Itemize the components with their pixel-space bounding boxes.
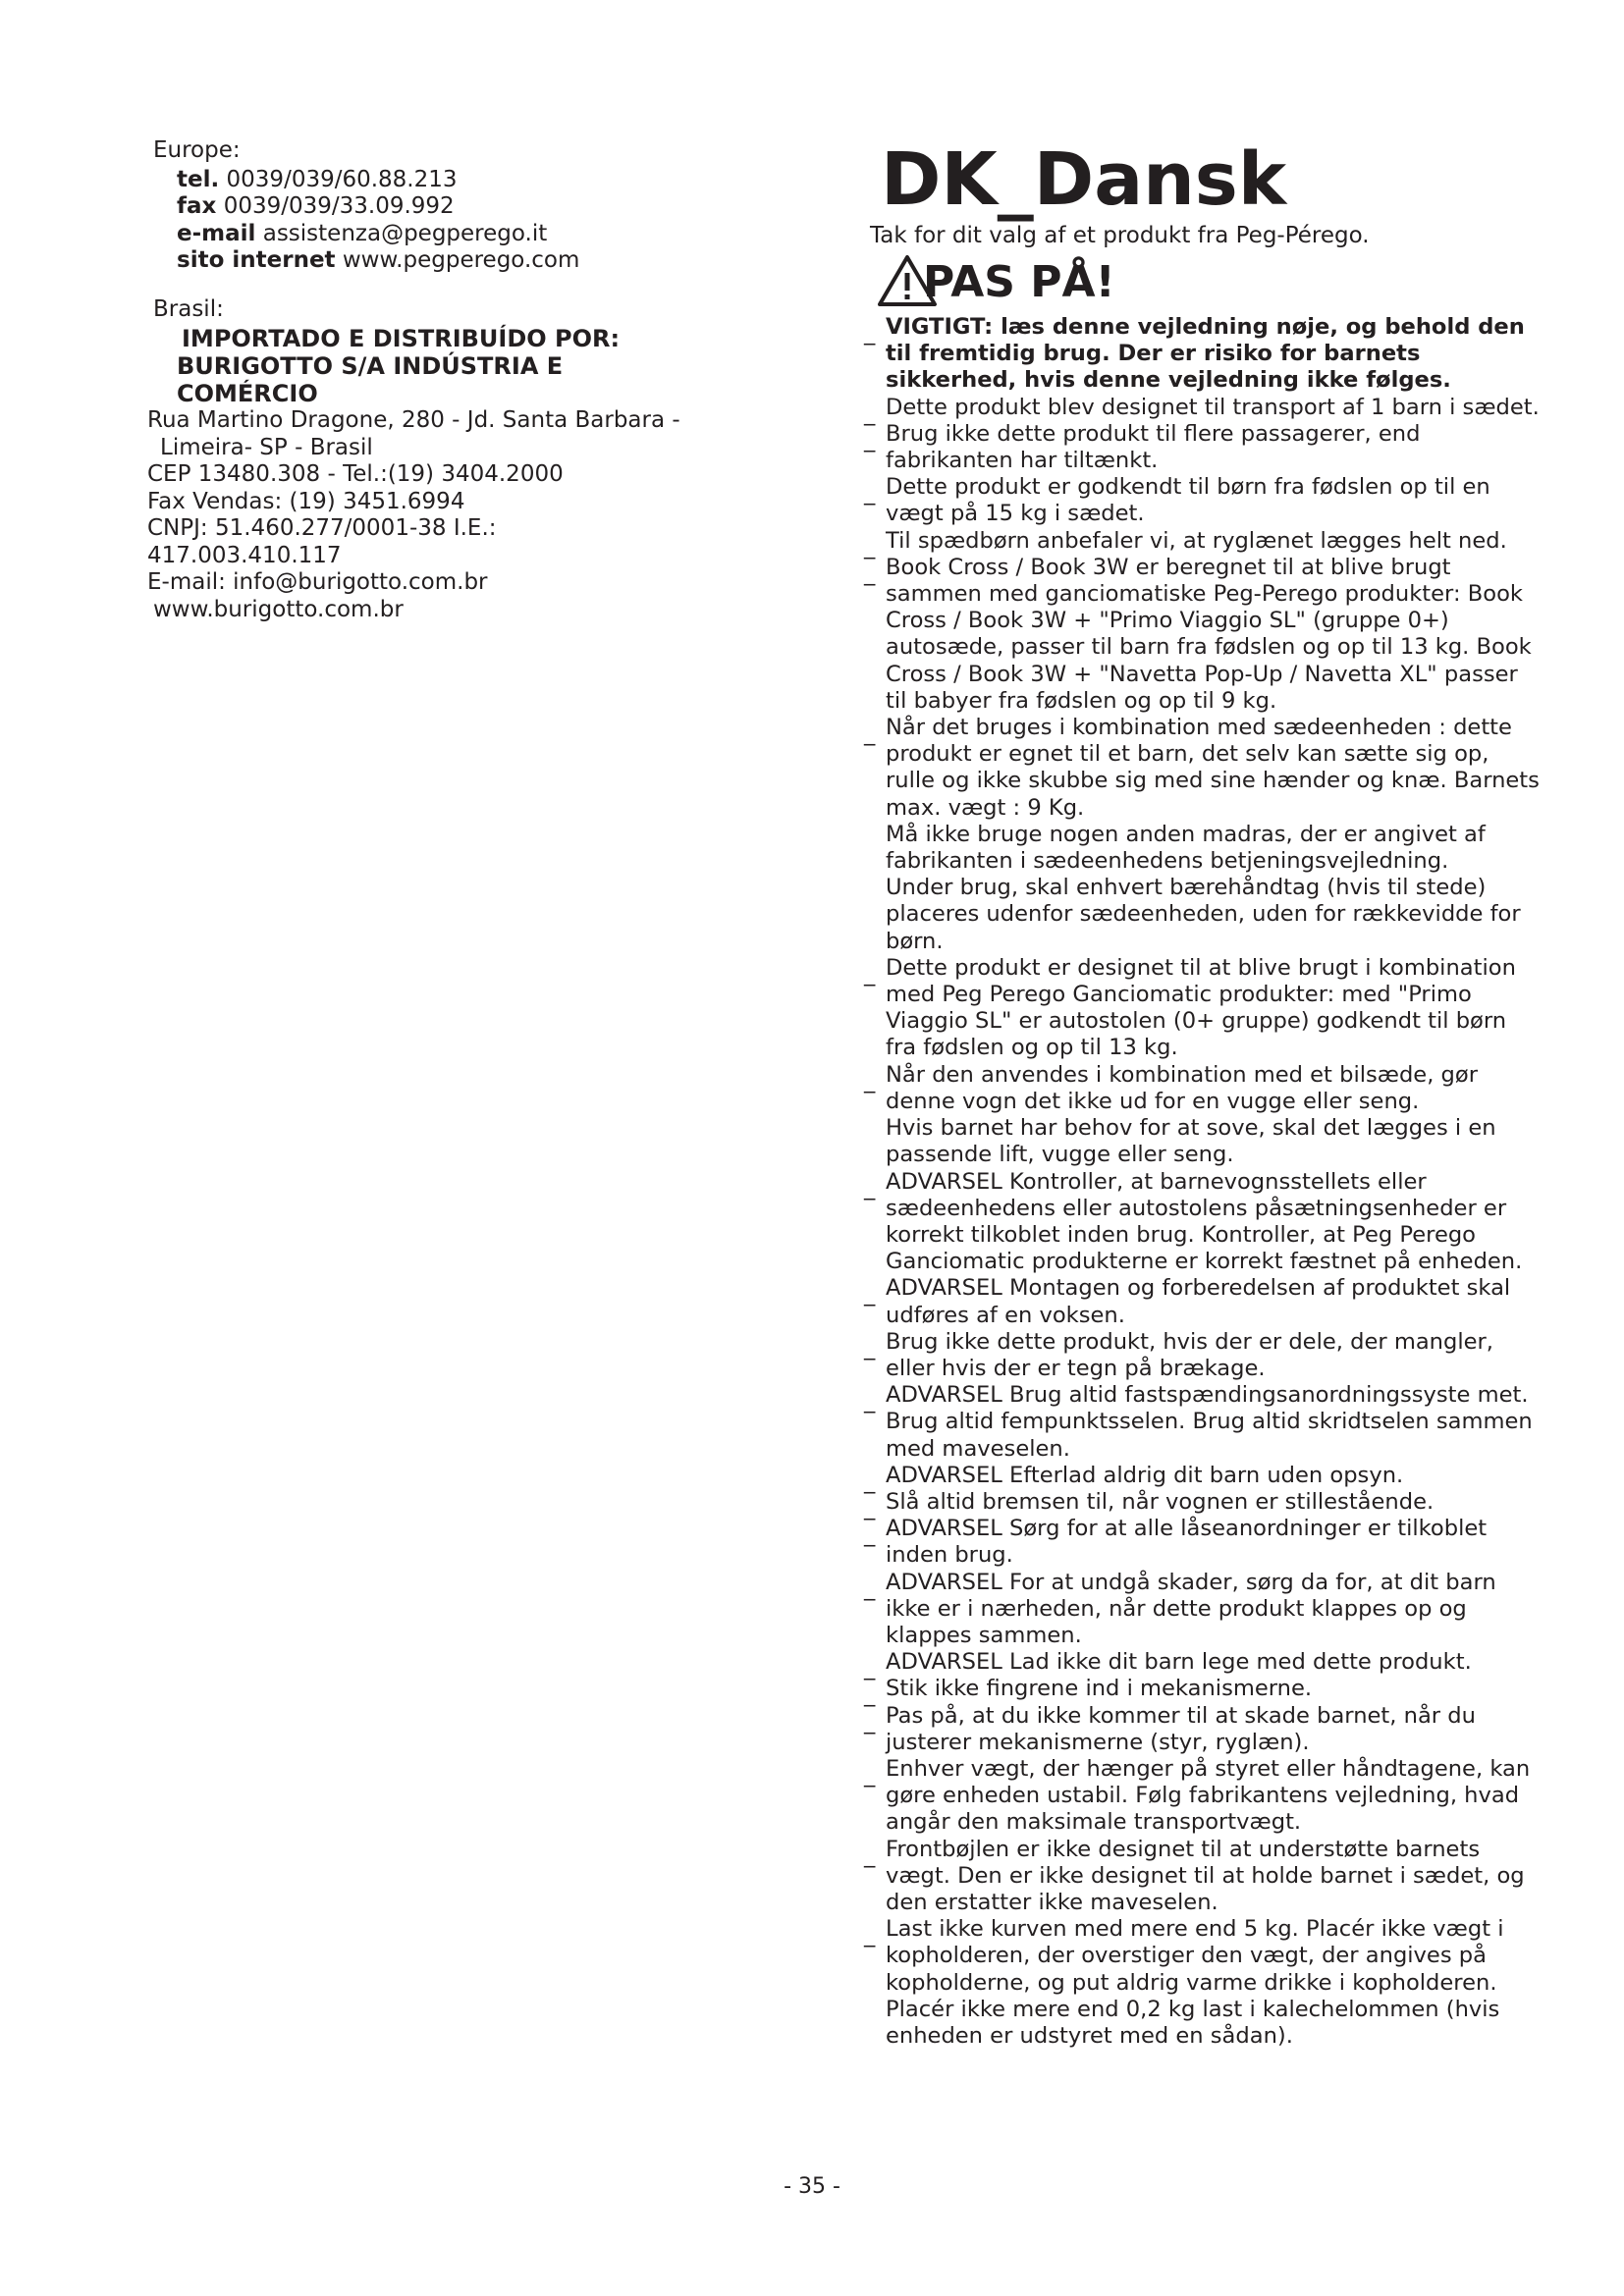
- warning-item-text: Brug ikke dette produkt til flere passagerer, end fabrikanten har tiltænkt.: [886, 420, 1421, 474]
- bullet-dash: _: [864, 1281, 876, 1308]
- warning-item: [864, 1570, 1542, 1650]
- warning-item-text: Enhver vægt, der hænger på styret eller håndtagene, kan gøre enheden ustabil. Følg fabrikantens vejledning, hvad angår den maksimale transportvægt.: [886, 1755, 1531, 1836]
- warning-item: [864, 1329, 1542, 1382]
- bullet-dash: _: [864, 1067, 876, 1094]
- warning-item-text: ADVARSEL Montagen og forberedelsen af produktet skal udføres af en voksen.: [886, 1275, 1511, 1328]
- warning-item-text: Frontbøjlen er ikke designet til at understøtte barnets vægt. Den er ikke designet til at holde barnet i sædet, og den erstatter ikke maveselen.: [886, 1836, 1525, 1915]
- warning-heading: [878, 257, 1542, 314]
- warning-item-text: ADVARSEL Kontroller, at barnevognsstellets eller sædeenhedens eller autostolens påsætningsenheder er korrekt tilkoblet inden brug. Kontroller, at Peg Perego Ganciomatic produkterne er korrekt fæstnet på enheden.: [886, 1168, 1523, 1275]
- warning-item: [864, 527, 1542, 560]
- warning-item-text: Når den anvendes i kombination med et bilsæde, gør denne vogn det ikke ud for en vugge eller seng.: [886, 1061, 1479, 1114]
- warning-item: [864, 1649, 1542, 1682]
- bullet-dash: _: [864, 1468, 876, 1494]
- brasil-fax: Fax Vendas: (19) 3451.6994: [147, 488, 465, 514]
- warning-item-text: Dette produkt blev designet til transport af 1 barn i sædet.: [886, 394, 1540, 420]
- bullet-dash: _: [864, 1922, 876, 1949]
- europe-tel: tel. 0039/039/60.88.213: [177, 166, 458, 192]
- warning-item-text: Hvis barnet har behov for at sove, skal det lægges i en passende lift, vugge eller seng.: [886, 1115, 1496, 1168]
- warning-item: [864, 314, 1542, 395]
- bullet-dash: _: [864, 1494, 876, 1521]
- warning-item-text: Dette produkt er godkendt til børn fra fødslen op til en vægt på 15 kg i sædet.: [886, 474, 1490, 527]
- warning-item-text: Til spædbørn anbefaler vi, at ryglænet lægges helt ned.: [886, 527, 1507, 554]
- warning-item-text: ADVARSEL For at undgå skader, sørg da for, at dit barn ikke er i nærheden, når dette produkt klappes op og klappes sammen.: [886, 1569, 1496, 1648]
- warning-item: [864, 1462, 1542, 1494]
- bullet-dash: _: [864, 1334, 876, 1361]
- warning-heading-text: PAS PÅ!: [923, 257, 1115, 307]
- warning-item: [864, 822, 1542, 875]
- warning-item: [864, 1062, 1542, 1115]
- bullet-dash: _: [864, 426, 876, 453]
- bullet-dash: _: [864, 721, 876, 747]
- warning-item: [864, 1703, 1542, 1756]
- bullet-dash: _: [864, 320, 876, 346]
- bullet-dash: _: [864, 533, 876, 560]
- intro-text: Tak for dit valg af et produkt fra Peg-Pérego.: [870, 223, 1370, 248]
- brasil-importer: IMPORTADO E DISTRIBUÍDO POR: BURIGOTTO S/A INDÚSTRIA E COMÉRCIO: [177, 325, 621, 407]
- warning-item-text: Stik ikke fingrene ind i mekanismerne.: [886, 1676, 1313, 1702]
- danish-column: [864, 137, 1542, 2050]
- warning-item: [864, 394, 1542, 426]
- warning-item-text: Når det bruges i kombination med sædeenheden : dette produkt er egnet til et barn, det selv kan sætte sig op, rulle og ikke skubbe sig med sine hænder og knæ. Barnets max. vægt : 9 Kg.: [886, 715, 1540, 821]
- warning-item: [864, 1516, 1542, 1569]
- warning-item: [864, 1676, 1542, 1708]
- warning-item-text: Må ikke bruge nogen anden madras, der er angivet af fabrikanten i sædeenhedens betjeningsvejledning.: [886, 821, 1486, 875]
- europe-heading: Europe:: [153, 137, 241, 163]
- brasil-email: E-mail: info@burigotto.com.br: [147, 569, 488, 595]
- warning-item-text: ADVARSEL Lad ikke dit barn lege med dette produkt.: [886, 1649, 1472, 1676]
- europe-email: e-mail assistenza@pegperego.it: [177, 220, 548, 246]
- brasil-cnpj: CNPJ: 51.460.277/0001-38 I.E.: 417.003.410.117: [147, 515, 497, 568]
- warning-item-text: Last ikke kurven med mere end 5 kg. Placér ikke vægt i kopholderen, der overstiger den vægt, der angives på kopholderne, og put aldrig varme drikke i kopholderen. Placér ikke mere end 0,2 kg last i kalechelommen (hvis enheden er udstyret med en sådan).: [886, 1916, 1504, 2049]
- warning-list: [864, 314, 1542, 2050]
- bullet-dash: _: [864, 560, 876, 586]
- page-number: - 35 -: [784, 2174, 840, 2199]
- language-title: DK_Dansk: [881, 137, 1287, 222]
- warning-item-text: Slå altid bremsen til, når vognen er stillestående.: [886, 1488, 1435, 1515]
- bullet-dash: _: [864, 960, 876, 987]
- warning-item: [864, 1169, 1542, 1276]
- warning-item: [864, 715, 1542, 822]
- europe-fax: fax 0039/039/33.09.992: [177, 193, 455, 219]
- brasil-website: www.burigotto.com.br: [153, 596, 404, 622]
- bullet-dash: _: [864, 400, 876, 426]
- warning-item: [864, 421, 1542, 474]
- bullet-dash: _: [864, 1388, 876, 1415]
- brasil-heading: Brasil:: [153, 295, 224, 322]
- bullet-dash: _: [864, 1682, 876, 1708]
- warning-item: [864, 1275, 1542, 1328]
- warning-item-text: Brug ikke dette produkt, hvis der er dele, der mangler, eller hvis der er tegn på brækage.: [886, 1328, 1493, 1381]
- warning-item: [864, 474, 1542, 527]
- warning-item: [864, 555, 1542, 715]
- bullet-dash: _: [864, 1842, 876, 1868]
- bullet-dash: _: [864, 1761, 876, 1788]
- warning-item-text: Under brug, skal enhvert bærehåndtag (hvis til stede) placeres udenfor sædeenheden, uden for rækkevidde for børn.: [886, 875, 1521, 954]
- europe-contacts: [147, 137, 697, 275]
- warning-item: [864, 1115, 1542, 1168]
- warning-item: [864, 1837, 1542, 1917]
- warning-item: [864, 1488, 1542, 1521]
- brasil-contacts: [147, 296, 697, 624]
- bullet-dash: _: [864, 1575, 876, 1601]
- brasil-cep-tel: CEP 13480.308 - Tel.:(19) 3404.2000: [147, 461, 564, 487]
- warning-item-text: Pas på, at du ikke kommer til at skade barnet, når du justerer mekanismerne (styr, ryglæn).: [886, 1702, 1476, 1755]
- bullet-dash: _: [864, 1708, 876, 1735]
- contacts-column: [147, 137, 697, 623]
- warning-item: [864, 1916, 1542, 2050]
- warning-item-text: ADVARSEL Brug altid fastspændingsanordningssyste met. Brug altid fempunktsselen. Brug altid skridtselen sammen med maveselen.: [886, 1382, 1533, 1462]
- bullet-dash: _: [864, 1522, 876, 1548]
- warning-item-text: VIGTIGT: læs denne vejledning nøje, og behold den til fremtidig brug. Der er risiko for barnets sikkerhed, hvis denne vejledning ikke følges.: [886, 314, 1525, 394]
- warning-item-text: Book Cross / Book 3W er beregnet til at blive brugt sammen med ganciomatiske Peg-Perego produkter: Book Cross / Book 3W + "Primo Viaggio SL" (gruppe 0+) autosæde, passer til barn fra fødslen og op til 13 kg. Book Cross / Book 3W + "Navetta Pop-Up / Navetta XL" passer til babyer fra fødslen og op til 9 kg.: [886, 554, 1532, 714]
- bullet-dash: _: [864, 480, 876, 507]
- bullet-dash: _: [864, 1174, 876, 1201]
- warning-item-text: ADVARSEL Sørg for at alle låseanordninger er tilkoblet inden brug.: [886, 1516, 1488, 1569]
- europe-website: sito internet www.pegperego.com: [177, 247, 580, 273]
- bullet-dash: _: [864, 1655, 876, 1682]
- warning-item: [864, 1756, 1542, 1837]
- warning-item: [864, 955, 1542, 1062]
- warning-item: [864, 1382, 1542, 1463]
- warning-item-text: ADVARSEL Efterlad aldrig dit barn uden opsyn.: [886, 1462, 1404, 1488]
- brasil-address: Rua Martino Dragone, 280 - Jd. Santa Barbara - Limeira- SP - Brasil: [147, 407, 680, 460]
- warning-item-text: Dette produkt er designet til at blive brugt i kombination med Peg Perego Ganciomatic produkter: med "Primo Viaggio SL" er autostolen (0+ gruppe) godkendt til børn fra fødslen og op til 13 kg.: [886, 954, 1516, 1061]
- warning-item: [864, 875, 1542, 955]
